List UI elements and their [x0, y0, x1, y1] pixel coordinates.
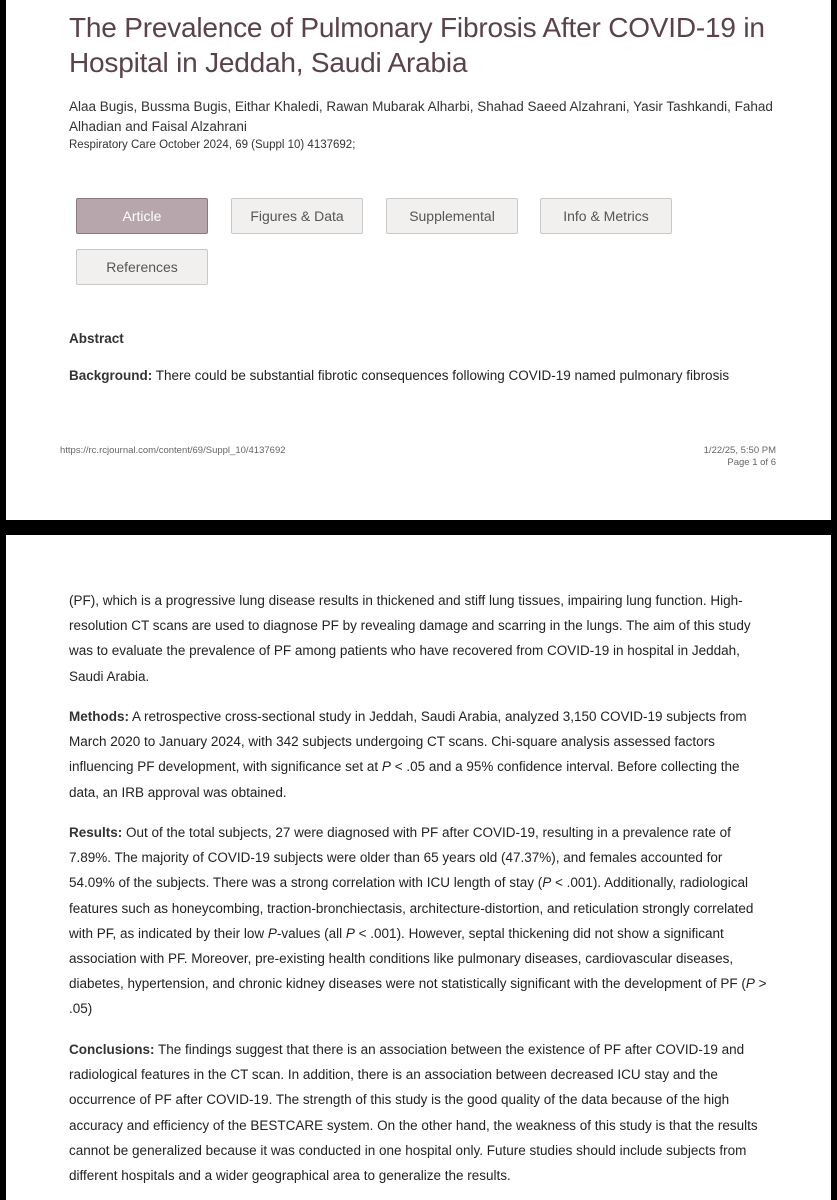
results-text: -values (all — [276, 925, 346, 941]
conclusions-paragraph — [69, 1037, 769, 1188]
tab-article[interactable]: Article — [76, 198, 208, 234]
footer-datetime: 1/22/25, 5:50 PM — [703, 445, 776, 456]
author-list: Alaa Bugis, Bussma Bugis, Eithar Khaledi, Rawan Mubarak Alharbi, Shahad Saeed Alzahrani, Yasir Tashkandi, Fahad Alhadian and Faisal Alzahrani — [69, 99, 773, 134]
printed-page-2 — [6, 535, 831, 1200]
background-paragraph — [69, 368, 729, 383]
methods-paragraph — [69, 704, 769, 805]
background-continued: (PF), which is a progressive lung disease results in thickened and stiff lung tissues, impairing lung function. High-resolution CT scans are used to diagnose PF by revealing damage and scarring in the lungs. The aim of this study was to evaluate the prevalence of PF among patients who have recovered from COVID-19 in hospital in Jeddah, Saudi Arabia. — [69, 593, 751, 684]
methods-text: < .05 and a 95% confidence interval. Before collecting the data, an IRB approval was obtained. — [69, 759, 740, 800]
printed-page-1 — [6, 0, 831, 520]
conclusions-label: Conclusions: — [69, 1042, 155, 1057]
results-label: Results: — [69, 825, 123, 840]
tab-info-metrics[interactable]: Info & Metrics — [540, 198, 672, 234]
footer-meta — [704, 445, 776, 469]
tab-supplemental[interactable]: Supplemental — [386, 198, 518, 234]
background-text: There could be substantial fibrotic consequences following COVID-19 named pulmonary fibrosis — [152, 368, 730, 383]
tab-references[interactable]: References — [76, 249, 208, 285]
results-text: < .001). However, septal thickening did not show a significant association with PF. Moreover, pre-existing health conditions like pulmonary diseases, cardiovascular diseases, diabetes, hypertension, and chronic kidney diseases were not statistically significant with the development of PF ( — [69, 925, 746, 992]
p-value-symbol: P — [745, 976, 755, 992]
background-label: Background: — [69, 368, 153, 383]
footer-page-number: Page 1 of 6 — [727, 457, 776, 468]
results-text: < .001). Additionally, radiological features such as honeycombing, traction-bronchiectasis, architecture-distortion, and reticulation strongly correlated with PF, as indicated by their low — [69, 875, 754, 941]
abstract-heading: Abstract — [69, 331, 124, 346]
p-value-symbol: P — [381, 759, 391, 775]
p-value-symbol: P — [345, 925, 355, 941]
footer-url: https://rc.rcjournal.com/content/69/Suppl_10/4137692 — [60, 445, 286, 456]
results-text: > .05) — [69, 976, 767, 1017]
methods-label: Methods: — [69, 709, 129, 724]
results-paragraph — [69, 820, 769, 1022]
p-value-symbol: P — [542, 875, 552, 891]
citation: Respiratory Care October 2024, 69 (Suppl 10) 4137692; — [69, 139, 356, 151]
p-value-symbol: P — [267, 925, 277, 941]
tab-figures-data[interactable]: Figures & Data — [231, 198, 363, 234]
conclusions-text: The findings suggest that there is an association between the existence of PF after COVID-19 and radiological features in the CT scan. In addition, there is an association between decreased ICU stay and the occurrence of PF after COVID-19. The strength of this study is the good quality of the data because of the high accuracy and efficiency of the BESTCARE system. On the other hand, the weakness of this study is that the results cannot be generalized because it was conducted in one hospital only. Future studies should include subjects from different hospitals and a wider geographical area to generalize the results. — [69, 1042, 758, 1184]
methods-text: A retrospective cross-sectional study in Jeddah, Saudi Arabia, analyzed 3,150 COVID-19 subjects from March 2020 to January 2024, with 342 subjects undergoing CT scans. Chi-square analysis assessed factors influencing PF development, with significance set at — [69, 709, 747, 775]
results-text: Out of the total subjects, 27 were diagnosed with PF after COVID-19, resulting in a prevalence rate of 7.89%. The majority of COVID-19 subjects were older than 65 years old (47.37%), and females accounted for 54.09% of the subjects. There was a strong correlation with ICU length of stay ( — [69, 825, 731, 891]
article-title: The Prevalence of Pulmonary Fibrosis After COVID-19 in Hospital in Jeddah, Saudi Arabia — [69, 12, 765, 78]
